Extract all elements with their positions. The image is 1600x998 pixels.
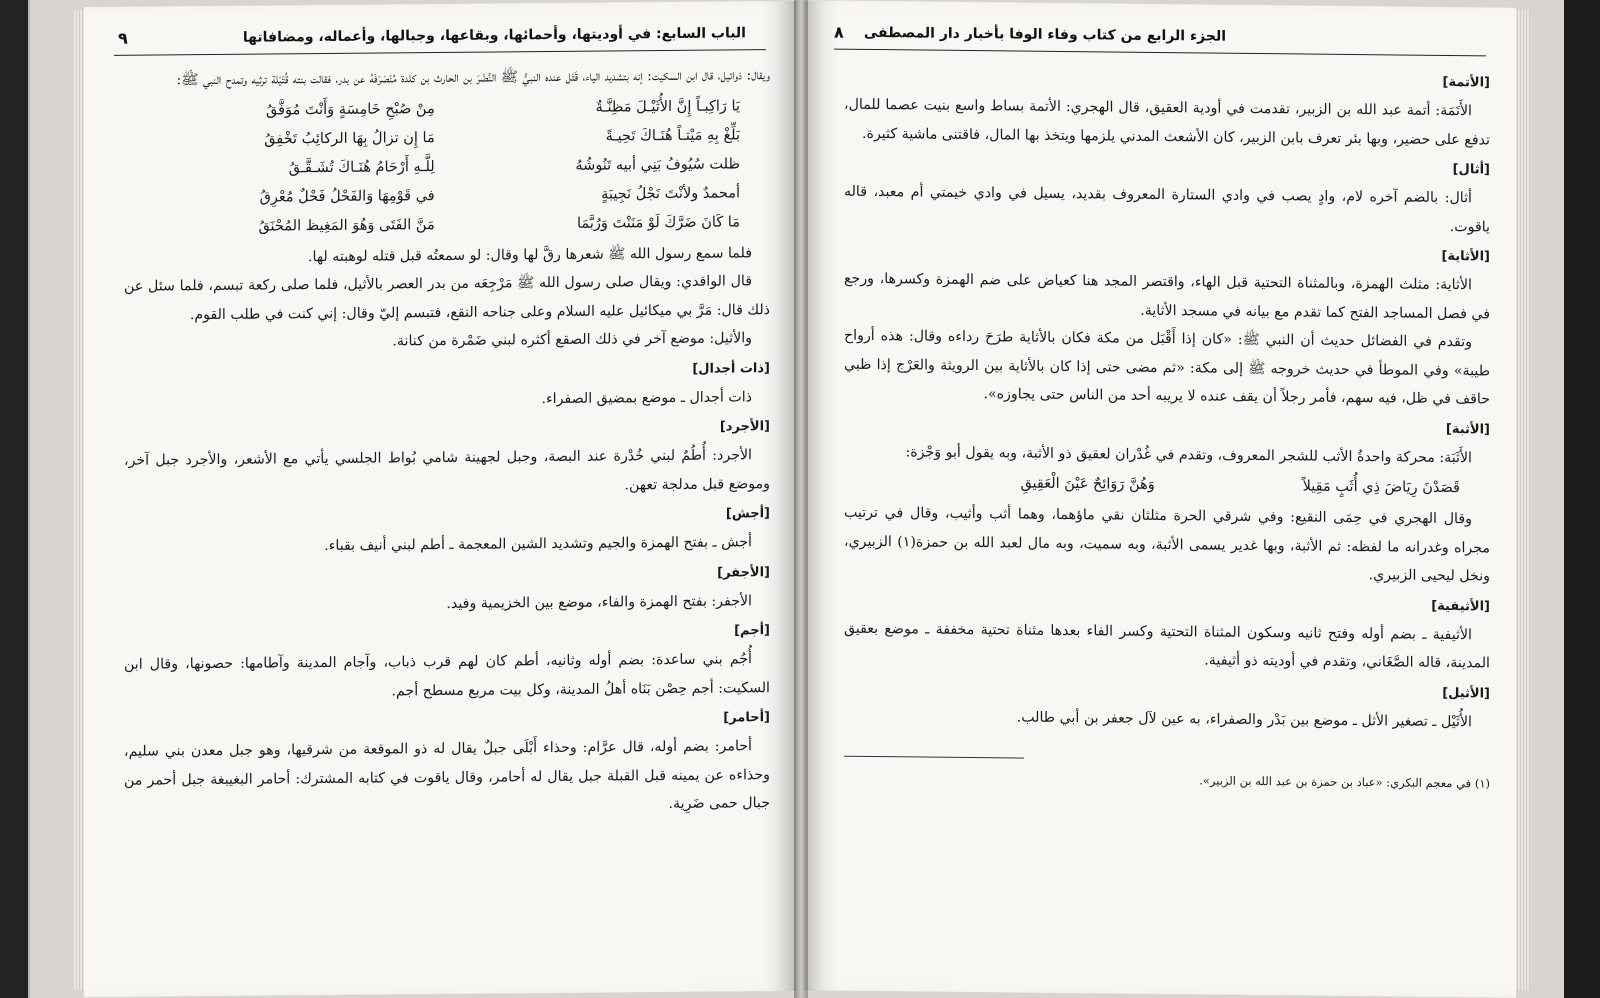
verse-second-hemistich: مِنْ صُبْحِ خَامِسَةٍ وَأَنْتَ مُوَفَّقُ (265, 100, 435, 119)
entry-heading: [أحامر] (723, 710, 770, 726)
right-page-header (834, 17, 1486, 57)
paragraph: الأجفر: بفتح الهمزة والفاء، موضع بين الخزيمية وفيد. (446, 592, 752, 612)
paragraph: ويقال: ذوائيل، قال ابن السكيت: إنه بتشديد الياء، قَتَل عنده النبيُّ ﷺ النَّضْرَ بن الحارث بن كلدة مُنْصَرَفَهُ عن بدر، فقالت بنته قُتَيْلة ترثيه وتمدح النبي ﷺ: (176, 67, 770, 89)
paragraph: أثال: بالضم آخره لام، وادٍ يصب في وادي الستارة المعروف بقديد، يسيل في وادي خيمتي أم معبد، قاله ياقوت. (844, 183, 1490, 235)
book-cover-right (1564, 0, 1600, 998)
paragraph: الأثاية: مثلث الهمزة، وبالمثناة التحتية قبل الهاء، واقتصر المجد هنا كعياض على ضم الهمزة وكسرها، ورجع في فصل المساجد الفتح كما تقدم مع بيانه في مسجد الأثاية. (844, 270, 1490, 322)
left-page-header (114, 17, 766, 56)
entry-heading: [الأثيفية] (1431, 598, 1490, 614)
poem (844, 468, 1490, 504)
paragraph: والأثيل: موضع آخر في ذلك الصقع أكثره لبني ضَمْرة من كنانة. (392, 330, 752, 350)
paragraph: الأثيفية ـ بضم أوله وفتح ثانيه وسكون المثناة التحتية وكسر الفاء بعدها مثناة تحتية مخففة ـ موضع بعقيق المدينة، قاله الصَّغَاني، وتقدم في أوديته ذو أثيفية. (844, 620, 1490, 672)
paragraph: وتقدم في الفضائل حديث أن النبي ﷺ: «كان إذا أَقْبَل من مكة فكان بالأثاية طرَحَ رداءه وقال: هذه أرواح طيبة» وفي الموطأ في حديث خروجه ﷺ إلى مكة: «ثم مضى حتى إذا كان بالأثاية بين الرويثة والعَرْج إذا ظبي حاقف في ظل، فيه سهم، فأمر رجلاً أن يقف عنده لا يريبه أحد من الناس حتى يجاوزه». (844, 327, 1490, 408)
footnote-rule (844, 756, 1024, 759)
paragraph: الأَثَبَة: محركة واحدةُ الأثب للشجر المعروف، وتقدم في غُدْران لعقيق ذو الأثبة، وبه يقول أبو وَجْزة: (905, 443, 1472, 466)
footnote: (١) في معجم البكري: «عباد بن حمزة بن عبد الله بن الزبير». (1199, 773, 1490, 791)
verse-second-hemistich: لِلَّـهِ أَرْحَامُ هُنَـاكَ تُشَـقَّـقُ (288, 158, 435, 176)
entry-heading: [الأجرد] (719, 419, 770, 435)
entry-heading: [الأثاية] (1441, 248, 1490, 265)
verse-second-hemistich: مَا إِن تزالُ بِهَا الركائِبُ تَخْفِقُ (264, 129, 435, 148)
entry-heading: [أجم] (734, 623, 770, 639)
paragraph: الأَتَمَة: أتمة عبد الله بن الزبير، تقدمت في أودية العقيق، قال الهجري: الأتمة بساط واسع بنيت عصما للمال، تدفع على حضير، وبها بئر تعرف بابن الزبير، كان الأشعث المدني يلزمها ويتخذ بها المال، فاقتنى ماشية كثيرة. (844, 96, 1490, 148)
running-title: الجزء الرابع من كتاب وفاء الوفا بأخبار دار المصطفى (863, 24, 1226, 45)
page-number: ٩ (118, 28, 128, 48)
book-gutter (794, 0, 808, 998)
left-page-body (124, 61, 770, 823)
running-title: الباب السابع: في أوديتها، وأحمائها، وبقاعها، وجبالها، وأعماله، ومضافاتها (242, 25, 746, 46)
paragraph: أجش ـ بفتح الهمزة والجيم وتشديد الشين المعجمة ـ أطم لبني أنيف بقباء. (324, 534, 752, 555)
poem-verse (844, 468, 1490, 504)
page-number: ٨ (834, 22, 844, 42)
paragraph: قال الواقدي: ويقال صلى رسول الله ﷺ مَرْجِعَه من بدر العصر بالأثيل، فلما صلى ركعة تبسم، فلما سئل عن ذلك قال: مَرَّ بي ميكائيل عليه السلام وعلى جناحه النقع، فتبسم إليّ وقال: إني كنت في طلب القوم. (124, 273, 770, 323)
verse-first-hemistich: يَا رَاكِبـاً إِنَّ الأُثَيْـلَ مَظِنَّـةٌ (595, 97, 740, 116)
paragraph: أحامر: بضم أوله، قال عرَّام: وحذاء أَبْلَى جبلٌ يقال له ذو الموقعة من شرقيها، وهو جبل معدن بني سليم، وحذاءه عن يمينه قبل القبلة جبل يقال له أحامر، وقال ياقوت في كتابه المشترك: أحامر البغيبغة جبل أحمر من جبال حمى ضَرِية. (124, 738, 770, 813)
entry-heading: [الأجفر] (717, 564, 770, 581)
poem (124, 92, 770, 243)
verse-first-hemistich: أمحمدٌ ولأنْتَ نَجْلُ نَجِيبَةٍ (601, 184, 740, 203)
entry-heading: [الأثيل] (1442, 685, 1490, 701)
entry-heading: [ذات أجدال] (692, 360, 770, 377)
right-page-body (844, 61, 1490, 794)
verse-second-hemistich: مَنَّ الفَتَى وَهُوَ المَغِيظ المُحْنَقُ (258, 216, 435, 235)
entry-heading: [الأثبة] (1445, 421, 1490, 437)
entry-heading: [أثال] (1452, 162, 1490, 178)
paragraph: وقال الهجري في حِمَى النقيع: وفي شرقي الحرة مثلثان نقي ماؤهما، وهما أثب وأثيب، وقال في ترتيب مجراه وغدرانه ما لفظه: ثم الأثبة، وبها غدير يسمى الأثبة، وبه سميت، وبه مال لعبد الله بن حمزة(١) الزبيري، ونخل ليحيى الزبيري. (844, 504, 1490, 585)
paragraph: الأُثَيْل ـ تصغير الأثل ـ موضع بين بَدْر والصفراء، به عين لآل جعفر بن أبي طالب. (1016, 708, 1472, 730)
paragraph: أُجُم بني ساعدة: بضم أوله وثانيه، أطم كان لهم قرب ذباب، وآجام المدينة وآطامها: حصونها، وقال ابن السكيت: أجم حِصْن بَنَاه أهلُ المدينة، وكل بيت مربع مسطح أجم. (124, 651, 770, 699)
verse-second-hemistich: وَهُنَّ رَوَائِحٌ عَيْنَ الْعَقِيقِ (1020, 475, 1155, 493)
right-page (804, 0, 1516, 997)
paragraph: ذات أجدال ـ موضع بمضيق الصفراء. (541, 388, 752, 407)
entry-heading: [أجش] (725, 506, 770, 522)
verse-first-hemistich: ظلت سُيُوفُ بَنِي أبيه تَنُوشُهُ (575, 155, 740, 174)
book-cover-left (0, 0, 28, 998)
poem-verse (124, 208, 770, 243)
verse-first-hemistich: بَلِّغْ بِهِ مَيْتـاً هُنَـاكَ تَحِيـةً (605, 126, 740, 145)
verse-second-hemistich: في قَوْمِهَا وَالفَحْلُ فَحْلٌ مُعْرِقُ (259, 187, 435, 206)
verse-first-hemistich: قَصَدْنَ رِيَاضَ ذِي أُثَبٍ مَقِيلاً (1302, 478, 1460, 497)
paragraph: فلما سمع رسول الله ﷺ شعرها رقَّ لها وقال: لو سمعتُه قبل قتله لوهبته لها. (308, 244, 752, 265)
left-page (84, 1, 796, 997)
verse-first-hemistich: مَا كَانَ ضَرَّكَ لَوْ مَنَنْتَ وَرُبَّمَا (577, 213, 740, 232)
paragraph: الأجرد: أُطُمٌ لبني خُدْرة عند البصة، وجبل لجهينة شامي بُواط الجلسي يأتي مع الأشعر، والأجرد جبل آخر، وموضع قبل مدلجة تعهن. (124, 447, 770, 493)
entry-heading: [الأتمة] (1442, 74, 1490, 91)
